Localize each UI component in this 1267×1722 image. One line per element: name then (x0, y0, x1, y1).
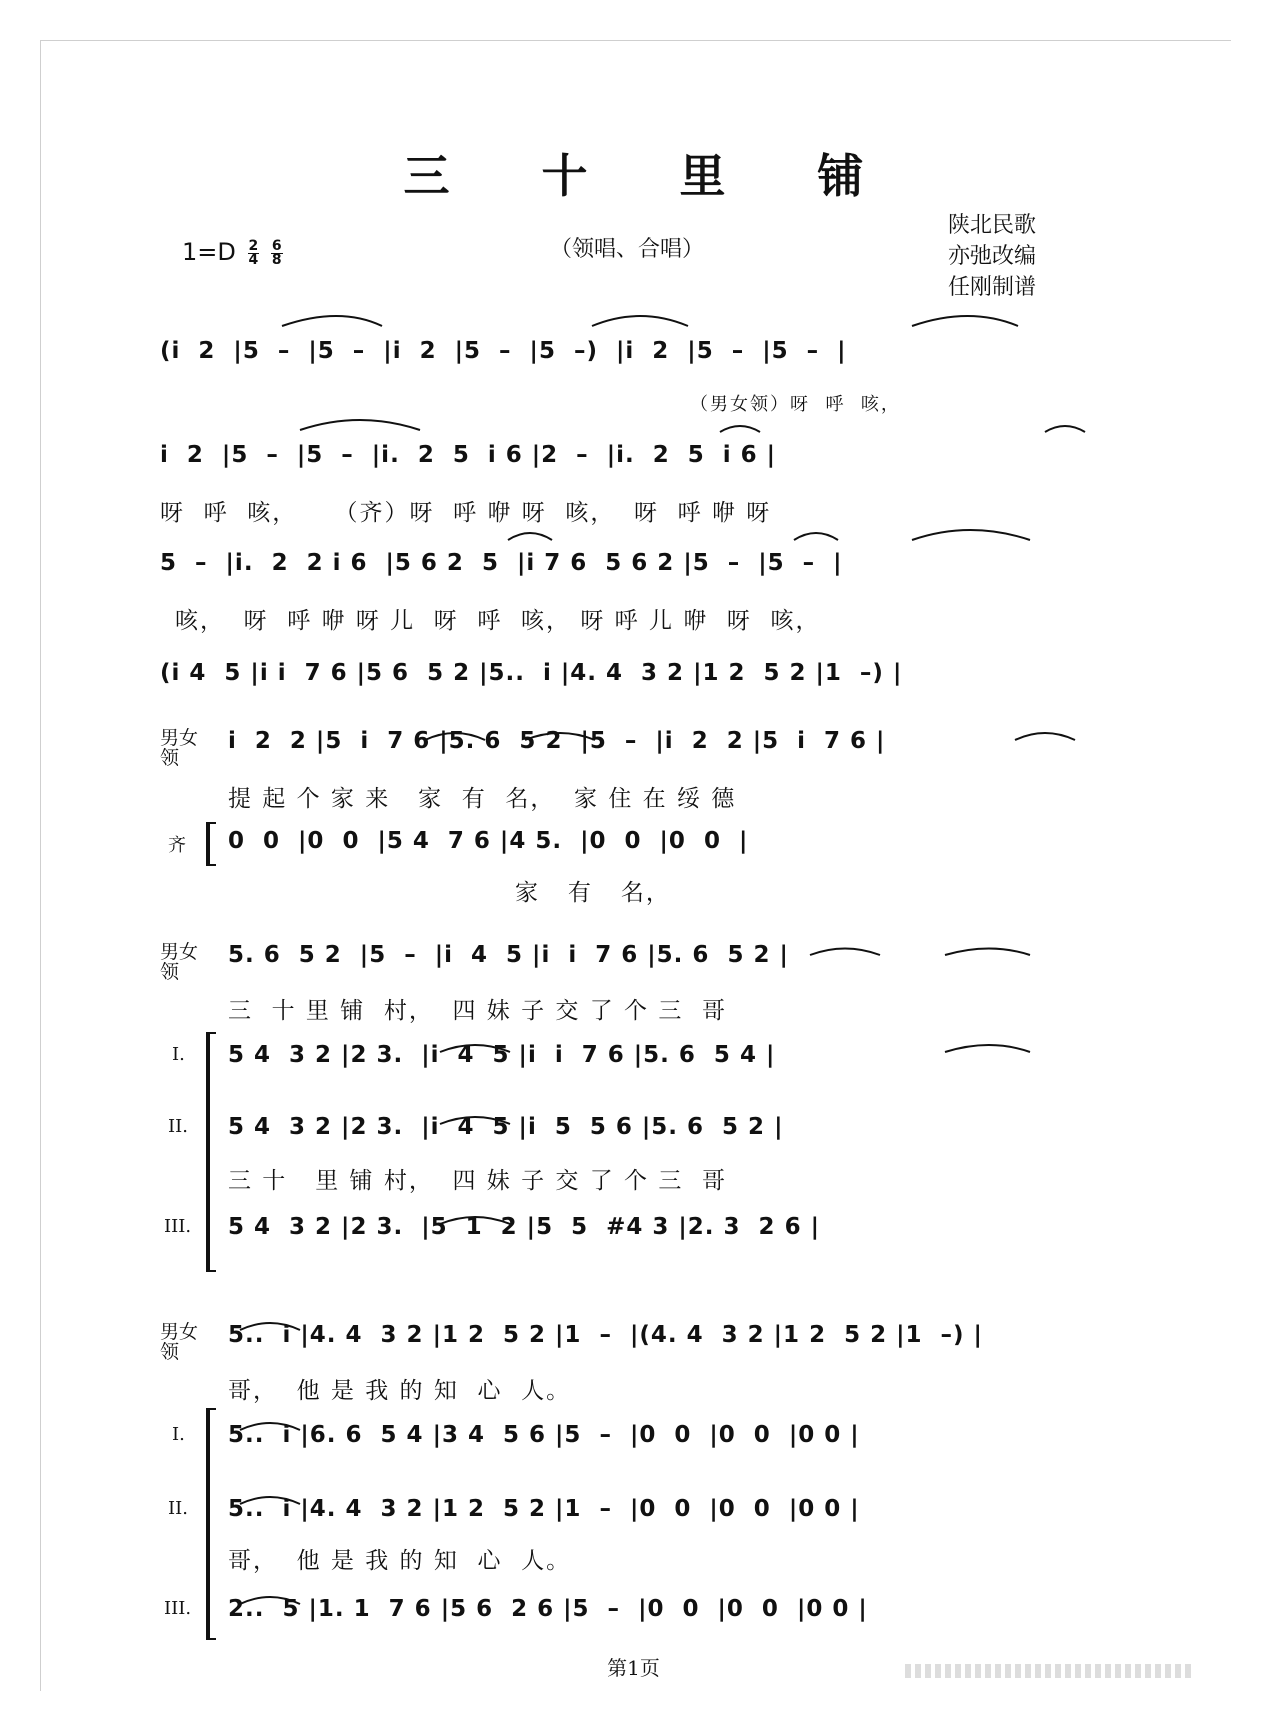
watermark-strip (905, 1664, 1195, 1678)
notes-line: (i 4 5 |i i 7 6 |5 6 5 2 |5.. i |4. 4 3 2 |1 2 5 2 |1 –) | (160, 660, 903, 686)
part-label-voice-1: I. (172, 1424, 185, 1445)
slur (440, 1045, 510, 1052)
page-number: 第1页 (607, 1656, 660, 1680)
part-label-lead: 男女领 (160, 727, 199, 769)
slur (525, 733, 595, 740)
part-label-voice-2: II. (168, 1498, 188, 1519)
slur (425, 733, 485, 740)
slur (440, 1217, 510, 1224)
credit-transcriber: 任刚制谱 (948, 275, 1037, 300)
slur (240, 1423, 300, 1430)
notes-line: 0 0 |0 0 |5 4 7 6 |4 5. |0 0 |0 0 | (228, 828, 749, 854)
slur (300, 420, 420, 430)
notes-line: 5. 6 5 2 |5 – |i 4 5 |i i 7 6 |5. 6 5 2 | (228, 942, 789, 968)
lyrics-line: 哥， 他 是 我 的 知 心 人。 (228, 1378, 572, 1404)
notes-line: 5.. i |6. 6 5 4 |3 4 5 6 |5 – |0 0 |0 0 |0 0 | (228, 1422, 860, 1448)
slur (592, 316, 688, 326)
slur (1015, 733, 1075, 740)
part-label-voice-2: II. (168, 1116, 188, 1137)
lyrics-line: 三 十 里 铺 村， 四 妹 子 交 了 个 三 哥 (228, 1168, 727, 1194)
lyrics-line: （男女领）呀 呼 咳， (690, 394, 901, 415)
slur (282, 316, 382, 326)
slur (912, 530, 1030, 540)
subtitle: （领唱、合唱） (550, 237, 705, 262)
notes-line: 2.. 5 |1. 1 7 6 |5 6 2 6 |5 – |0 0 |0 0 |0 0 | (228, 1596, 868, 1622)
part-label-lead: 男女领 (160, 941, 199, 983)
slur (508, 533, 552, 540)
lyrics-line: 提 起 个 家 来 家 有 名， 家 住 在 绥 德 (228, 786, 737, 812)
lyrics-line: 三 十 里 铺 村， 四 妹 子 交 了 个 三 哥 (228, 998, 727, 1024)
notes-line: 5.. i |4. 4 3 2 |1 2 5 2 |1 – |0 0 |0 0 |0 0 | (228, 1496, 860, 1522)
slur (1045, 426, 1085, 432)
slur (945, 949, 1030, 956)
slur (240, 1497, 300, 1504)
time-sig-1-bottom: 4 (248, 251, 259, 268)
notes-line: 5 4 3 2 |2 3. |i 4 5 |i 5 5 6 |5. 6 5 2 | (228, 1114, 784, 1140)
notes-line: 5.. i |4. 4 3 2 |1 2 5 2 |1 – |(4. 4 3 2 |1 2 5 2 |1 –) | (228, 1322, 983, 1348)
slur (440, 1117, 510, 1124)
slur (912, 316, 1018, 326)
slur (240, 1323, 300, 1330)
part-label-voice-3: III. (164, 1598, 192, 1619)
lyrics-line: 哥， 他 是 我 的 知 心 人。 (228, 1548, 572, 1574)
lyrics-line: 呀 呼 咳， （齐）呀 呼 咿 呀 咳， 呀 呼 咿 呀 (160, 500, 772, 526)
slur (794, 533, 838, 540)
lyrics-line: 咳， 呀 呼 咿 呀 儿 呀 呼 咳， 呀 呼 儿 咿 呀 咳， (175, 608, 821, 634)
notes-line: i 2 |5 – |5 – |i. 2 5 i 6 |2 – |i. 2 5 i 6 | (160, 442, 777, 468)
song-title: 三 十 里 铺 (403, 149, 902, 203)
lyrics-line: 家 有 名， (515, 880, 671, 906)
part-label-lead: 男女领 (160, 1321, 199, 1363)
part-label-tutti: 齐 (168, 835, 186, 856)
part-label-voice-3: III. (164, 1216, 192, 1237)
time-sig-2-top: 6 (271, 237, 282, 254)
part-label-voice-1: I. (172, 1044, 185, 1065)
notes-line: i 2 2 |5 i 7 6 |5. 6 5 2 |5 – |i 2 2 |5 i 7 6 | (228, 728, 886, 754)
time-sig-1-top: 2 (248, 237, 259, 254)
time-sig-2-bottom: 8 (271, 251, 282, 268)
slur (240, 1597, 300, 1604)
key-text: 1=D (182, 238, 236, 266)
notes-line: 5 – |i. 2 2 i 6 |5 6 2 5 |i 7 6 5 6 2 |5 – |5 – | (160, 550, 843, 576)
notes-line: (i 2 |5 – |5 – |i 2 |5 – |5 –) |i 2 |5 – |5 – | (160, 338, 847, 364)
slur (945, 1045, 1030, 1052)
credit-origin: 陕北民歌 (948, 213, 1037, 238)
credit-arranger: 亦弛改编 (948, 244, 1037, 269)
notes-line: 5 4 3 2 |2 3. |i 4 5 |i i 7 6 |5. 6 5 4 | (228, 1042, 776, 1068)
slur (720, 426, 760, 432)
slur (810, 949, 880, 956)
notes-line: 5 4 3 2 |2 3. |5 1 2 |5 5 #4 3 |2. 3 2 6 | (228, 1214, 820, 1240)
